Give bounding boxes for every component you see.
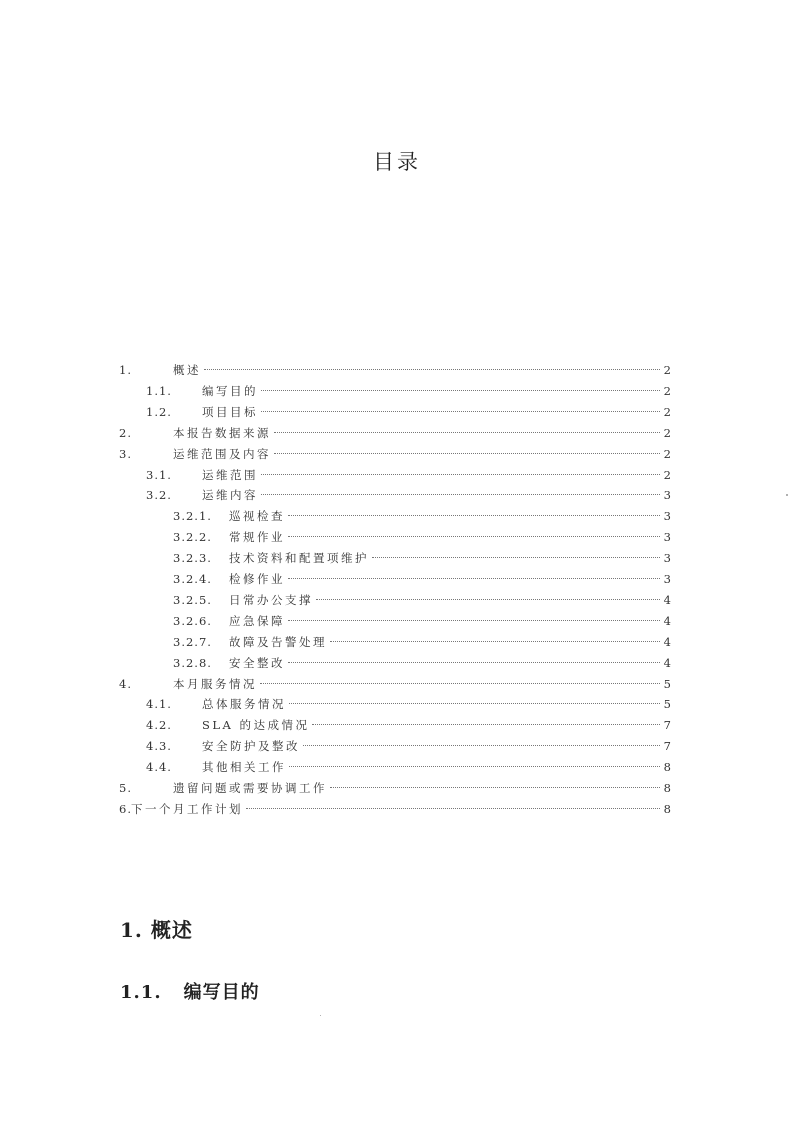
toc-leader-dots (274, 453, 660, 454)
toc-entry-number: 1. (119, 363, 132, 377)
toc-entry[interactable] (119, 799, 671, 819)
toc-entry-title: 编写目的 (202, 383, 258, 398)
toc-leader-dots (289, 766, 660, 767)
toc-entry-number: 3.2.2. (173, 530, 212, 545)
toc-entry-page: 2 (663, 383, 671, 398)
toc-title: 目录 (373, 150, 421, 174)
toc-entry-number: 1.2. (146, 404, 172, 419)
toc-entry-page: 8 (663, 781, 671, 795)
toc-entry[interactable] (119, 674, 671, 694)
toc-entry-number: 3.2.6. (173, 613, 212, 628)
toc-entry-title: 总体服务情况 (202, 697, 286, 712)
toc-entry[interactable] (146, 485, 671, 505)
toc-entry-page: 3 (663, 572, 671, 586)
toc-entry-number: 3.2.8. (173, 655, 212, 670)
toc-entry-number: 4.3. (146, 739, 172, 754)
toc-entry-number: 4. (119, 676, 132, 691)
toc-entry[interactable] (173, 632, 671, 652)
toc-entry-title: 应急保障 (229, 613, 285, 628)
toc-entry[interactable] (173, 653, 671, 673)
toc-entry-title: 检修作业 (229, 572, 285, 586)
toc-entry-title: 项目目标 (202, 404, 258, 419)
toc-entry[interactable] (173, 548, 671, 568)
toc-leader-dots (288, 578, 660, 579)
subsection-heading-title: 编写目的 (183, 982, 260, 1003)
toc-entry-number: 3.2.3. (173, 551, 212, 566)
toc-entry-title: 本月服务情况 (173, 676, 257, 691)
toc-entry-number: 4.2. (146, 718, 172, 733)
toc-entry-number: 3.2.5. (173, 592, 212, 607)
toc-entry-number: 4.4. (146, 760, 172, 775)
toc-leader-dots (372, 557, 660, 558)
toc-leader-dots (303, 745, 660, 746)
toc-entry-number: 3.2. (146, 488, 172, 503)
toc-leader-dots (246, 808, 660, 809)
toc-leader-dots (288, 662, 660, 663)
toc-leader-dots (288, 536, 660, 537)
toc-entry-title: 安全整改 (229, 655, 285, 670)
toc-entry-number: 5. (119, 781, 132, 795)
toc-entry-page: 3 (663, 509, 671, 524)
toc-leader-dots (204, 369, 660, 370)
toc-entry-number: 6. (119, 801, 132, 816)
toc-entry-title: 日常办公支撑 (229, 592, 313, 607)
toc-entry[interactable] (119, 360, 671, 380)
toc-entry-title: 技术资料和配置项维护 (229, 551, 369, 566)
scan-speck (320, 1015, 321, 1016)
toc-entry[interactable] (119, 444, 671, 464)
toc-entry-title: 故障及告警处理 (229, 634, 327, 649)
toc-leader-dots (261, 494, 660, 495)
toc-leader-dots (330, 787, 660, 788)
subsection-heading (120, 978, 260, 1004)
section-heading-title: 概述 (150, 918, 193, 942)
toc-entry-page: 2 (663, 363, 671, 377)
toc-entry[interactable] (173, 527, 671, 547)
toc-entry-page: 4 (663, 613, 671, 628)
toc-leader-dots (260, 683, 660, 684)
toc-entry-title: 本报告数据来源 (173, 425, 271, 440)
toc-entry[interactable] (173, 611, 671, 631)
toc-entry-title: 遗留问题或需要协调工作 (173, 781, 327, 795)
toc-entry-title: 运维内容 (202, 488, 258, 503)
subsection-heading-number: 1.1. (120, 982, 162, 1003)
toc-entry-title: 运维范围及内容 (173, 446, 271, 461)
toc-entry-title: 其他相关工作 (202, 760, 286, 775)
toc-entry-page: 2 (663, 425, 671, 440)
toc-entry-number: 3.2.4. (173, 572, 212, 586)
toc-entry-page: 2 (663, 404, 671, 419)
toc-leader-dots (261, 411, 660, 412)
toc-leader-dots (330, 641, 660, 642)
toc-entry-page: 3 (663, 530, 671, 545)
toc-leader-dots (288, 620, 660, 621)
toc-entry-page: 3 (663, 551, 671, 566)
toc-entry[interactable] (146, 465, 671, 485)
toc-entry-page: 4 (663, 655, 671, 670)
toc-entry[interactable] (146, 402, 671, 422)
toc-entry[interactable] (119, 778, 671, 798)
toc-entry-number: 3.1. (146, 467, 172, 482)
toc-entry-title: 下一个月工作计划 (131, 801, 243, 816)
toc-entry-title: 安全防护及整改 (202, 739, 300, 754)
toc-entry-title: 常规作业 (229, 530, 285, 545)
toc-entry-number: 3.2.1. (173, 509, 212, 524)
toc-leader-dots (274, 432, 660, 433)
toc-entry[interactable] (119, 423, 671, 443)
toc-entry-page: 8 (663, 760, 671, 775)
toc-entry-number: 3.2.7. (173, 634, 212, 649)
toc-entry-title: 运维范围 (202, 467, 258, 482)
toc-entry[interactable] (146, 381, 671, 401)
section-heading (120, 914, 193, 943)
toc-entry-title: 巡视检查 (229, 509, 285, 524)
section-heading-number: 1. (120, 918, 143, 942)
toc-entry[interactable] (146, 694, 671, 714)
toc-entry-number: 2. (119, 425, 132, 440)
toc-entry[interactable] (173, 590, 671, 610)
toc-leader-dots (312, 724, 660, 725)
toc-entry-number: 4.1. (146, 697, 172, 712)
toc-entry[interactable] (146, 715, 671, 735)
toc-entry[interactable] (173, 506, 671, 526)
scan-speck (786, 494, 788, 496)
toc-entry-page: 2 (663, 446, 671, 461)
toc-leader-dots (289, 703, 660, 704)
toc-entry-title: 概述 (173, 363, 201, 377)
toc-leader-dots (261, 390, 660, 391)
toc-entry-title: SLA 的达成情况 (202, 718, 310, 733)
toc-entry-page: 8 (663, 801, 671, 816)
toc-entry[interactable] (146, 736, 671, 756)
toc-entry-page: 7 (663, 718, 671, 733)
toc-entry[interactable] (146, 757, 671, 777)
toc-leader-dots (316, 599, 660, 600)
toc-leader-dots (261, 474, 660, 475)
toc-entry[interactable] (173, 569, 671, 589)
toc-entry-number: 1.1. (146, 383, 172, 398)
toc-leader-dots (288, 515, 660, 516)
toc-entry-page: 4 (663, 634, 671, 649)
toc-entry-page: 4 (663, 592, 671, 607)
toc-entry-page: 2 (663, 467, 671, 482)
toc-entry-page: 5 (663, 676, 671, 691)
toc-entry-number: 3. (119, 446, 132, 461)
toc-entry-page: 3 (663, 488, 671, 503)
toc-entry-page: 7 (663, 739, 671, 754)
toc-entry-page: 5 (663, 697, 671, 712)
